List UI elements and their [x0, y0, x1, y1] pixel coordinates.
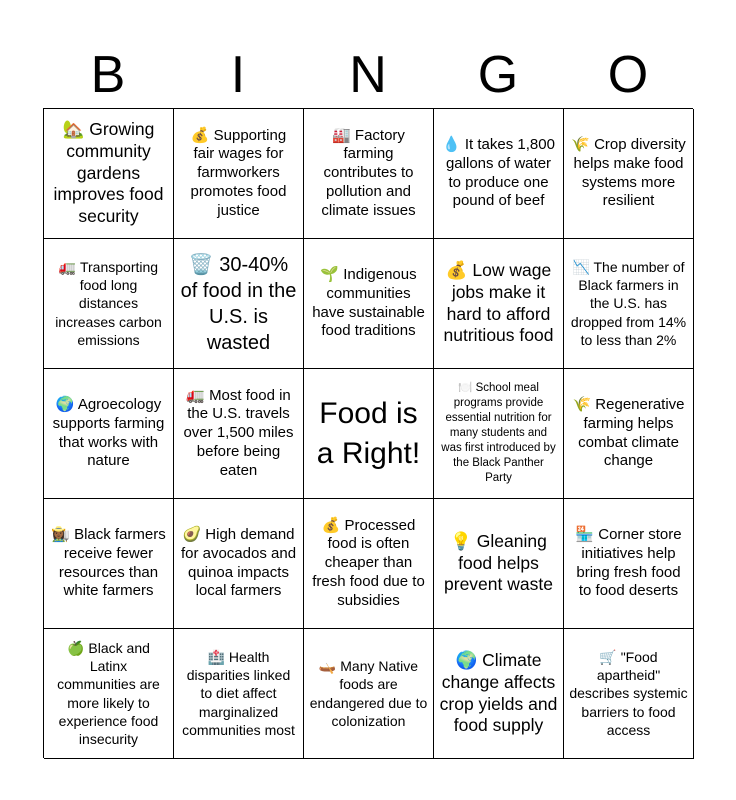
header-letter-b: B: [90, 46, 126, 104]
bingo-cell[interactable]: 🌍 Agroecology supports farming that works with nature: [44, 369, 174, 499]
bingo-cell[interactable]: 💰 Processed food is often cheaper than fresh food due to subsidies: [304, 499, 434, 629]
bingo-cell[interactable]: 🗑️ 30-40% of food in the U.S. is wasted: [174, 239, 304, 369]
bingo-cell[interactable]: 💰 Supporting fair wages for farmworkers promotes food justice: [174, 109, 304, 239]
header-letter-n: N: [349, 46, 387, 104]
header-letter-o: O: [607, 46, 649, 104]
bingo-cell[interactable]: 🏡 Growing community gardens improves food security: [44, 109, 174, 239]
bingo-cell[interactable]: 🛶 Many Native foods are endangered due to colonization: [304, 629, 434, 759]
bingo-cell[interactable]: 🛒 "Food apartheid" describes systemic barriers to food access: [564, 629, 694, 759]
bingo-cell[interactable]: 📉 The number of Black farmers in the U.S. has dropped from 14% to less than 2%: [564, 239, 694, 369]
bingo-cell[interactable]: 🌾 Regenerative farming helps combat climate change: [564, 369, 694, 499]
bingo-cell[interactable]: 🚛 Most food in the U.S. travels over 1,500 miles before being eaten: [174, 369, 304, 499]
bingo-cell[interactable]: 👩🏾‍🌾 Black farmers receive fewer resources than white farmers: [44, 499, 174, 629]
bingo-cell[interactable]: 🌍 Climate change affects crop yields and food supply: [434, 629, 564, 759]
free-space[interactable]: Food is a Right!: [304, 369, 434, 499]
bingo-cell[interactable]: 🏥 Health disparities linked to diet affect marginalized communities most: [174, 629, 304, 759]
bingo-cell[interactable]: 🏭 Factory farming contributes to pollution and climate issues: [304, 109, 434, 239]
bingo-cell[interactable]: 🏪 Corner store initiatives help bring fresh food to food deserts: [564, 499, 694, 629]
bingo-card: [43, 108, 693, 758]
bingo-cell[interactable]: 🍏 Black and Latinx communities are more likely to experience food insecurity: [44, 629, 174, 759]
bingo-cell[interactable]: 🚛 Transporting food long distances increases carbon emissions: [44, 239, 174, 369]
bingo-cell[interactable]: 🍽️ School meal programs provide essential nutrition for many students and was first introduced by the Black Panther Party: [434, 369, 564, 499]
bingo-cell[interactable]: 🌱 Indigenous communities have sustainable food traditions: [304, 239, 434, 369]
bingo-cell[interactable]: 🌾 Crop diversity helps make food systems more resilient: [564, 109, 694, 239]
bingo-cell[interactable]: 🥑 High demand for avocados and quinoa impacts local farmers: [174, 499, 304, 629]
bingo-cell[interactable]: 💧 It takes 1,800 gallons of water to produce one pound of beef: [434, 109, 564, 239]
bingo-header: [43, 42, 693, 108]
header-letter-i: I: [230, 46, 246, 104]
bingo-cell[interactable]: 💰 Low wage jobs make it hard to afford nutritious food: [434, 239, 564, 369]
header-letter-g: G: [477, 46, 519, 104]
bingo-cell[interactable]: 💡 Gleaning food helps prevent waste: [434, 499, 564, 629]
